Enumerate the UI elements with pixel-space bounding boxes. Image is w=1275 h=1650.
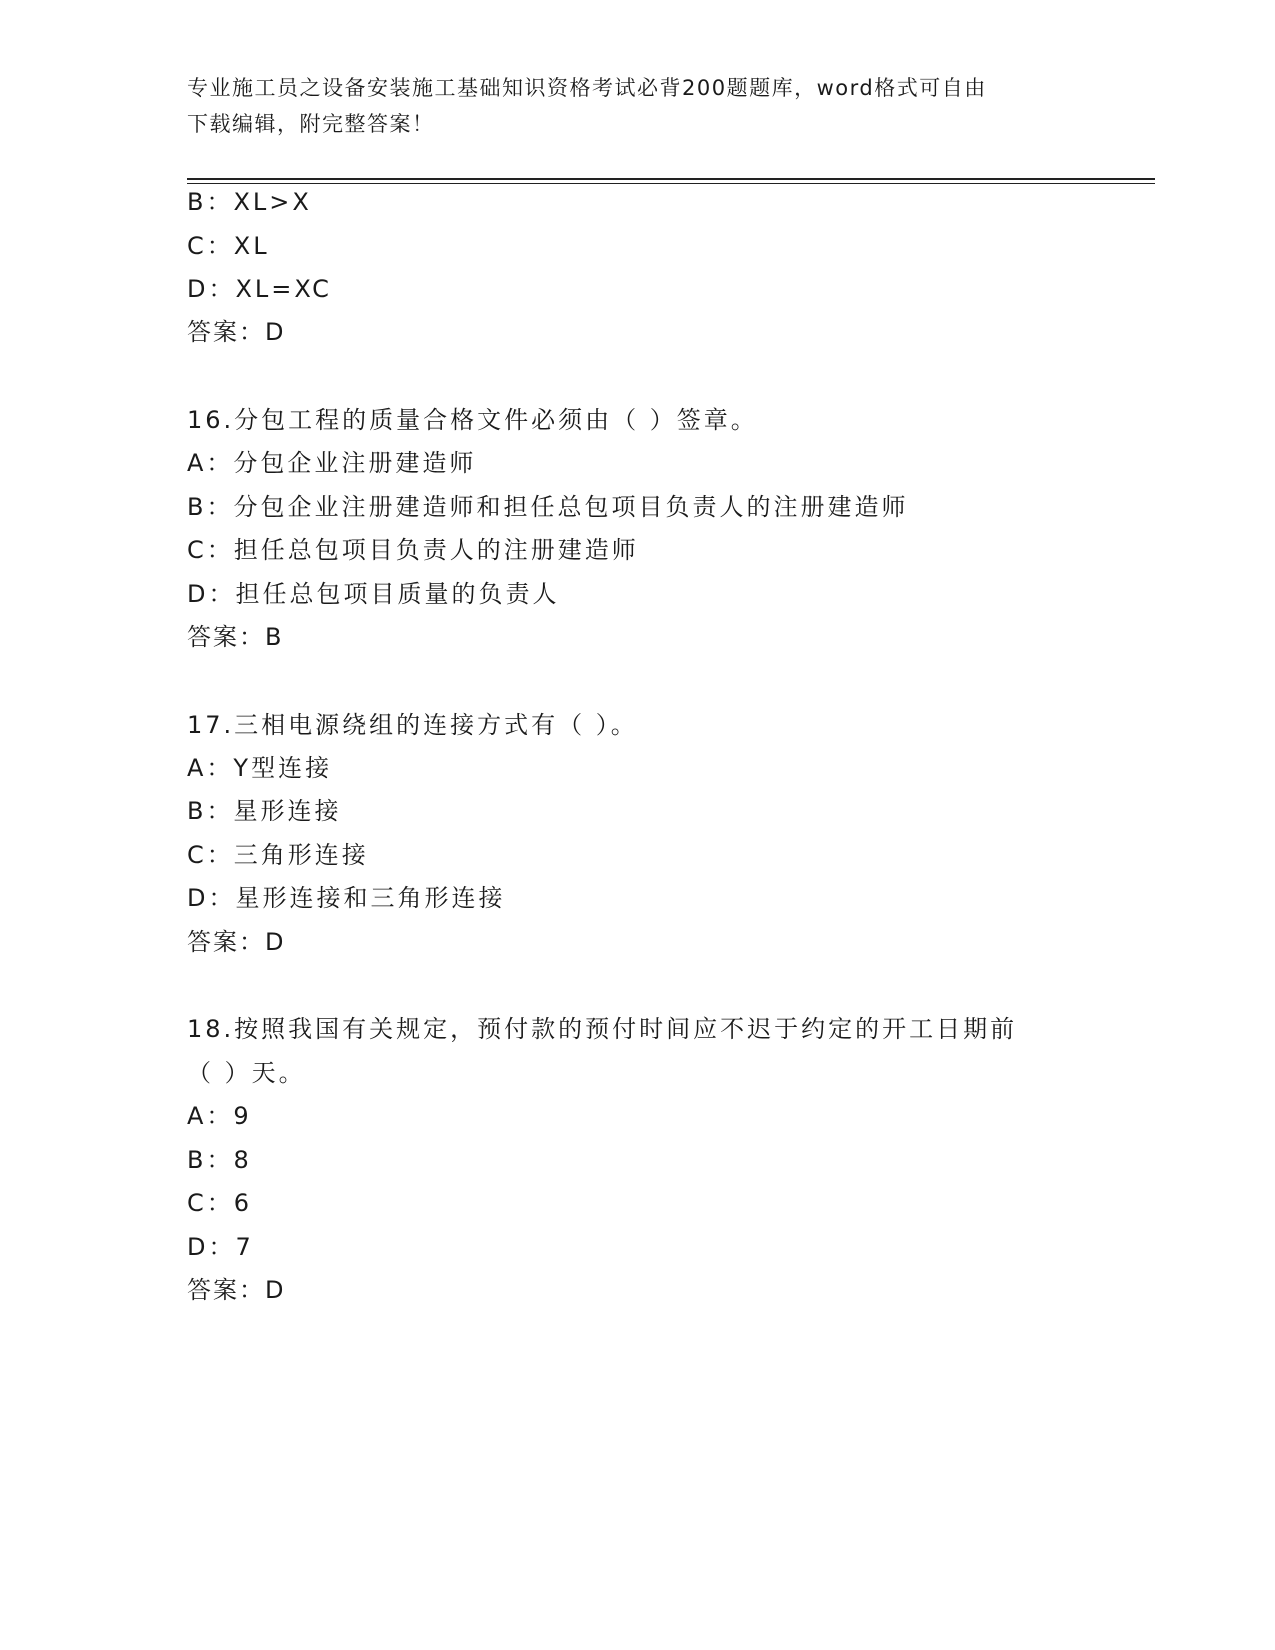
q17-option-d: D：星形连接和三角形连接: [187, 884, 506, 912]
q15-option-c: C：XL: [187, 232, 270, 260]
q18-option-c: C：6: [187, 1189, 253, 1217]
q16-option-d: D：担任总包项目质量的负责人: [187, 580, 560, 608]
q17-option-c: C：三角形连接: [187, 841, 369, 869]
header-title-line-1: 专业施工员之设备安装施工基础知识资格考试必背200题题库，word格式可自由: [187, 76, 987, 100]
q17-option-b: B：星形连接: [187, 797, 342, 825]
q18-option-a: A：9: [187, 1102, 252, 1130]
q17-answer: 答案：D: [187, 928, 286, 956]
q15-answer: 答案：D: [187, 318, 286, 346]
q16-answer: 答案：B: [187, 623, 284, 651]
q17-stem: 17.三相电源绕组的连接方式有（ ）。: [187, 711, 638, 739]
q18-option-d: D：7: [187, 1233, 254, 1261]
q17-option-a: A：Y型连接: [187, 754, 333, 782]
q15-option-b: B：XL>X: [187, 188, 312, 216]
q18-stem-line-1: 18.按照我国有关规定，预付款的预付时间应不迟于约定的开工日期前: [187, 1015, 1018, 1043]
q18-stem-line-2: （ ）天。: [187, 1059, 306, 1087]
q16-option-b: B：分包企业注册建造师和担任总包项目负责人的注册建造师: [187, 493, 909, 521]
q18-option-b: B：8: [187, 1146, 252, 1174]
header-title-line-2: 下载编辑，附完整答案！: [187, 112, 435, 136]
q15-option-d: D：XL=XC: [187, 275, 332, 303]
q18-answer: 答案：D: [187, 1276, 286, 1304]
document-header: [187, 70, 1067, 142]
header-divider: [187, 178, 1155, 184]
q16-stem: 16.分包工程的质量合格文件必须由（ ）签章。: [187, 406, 758, 434]
q16-option-c: C：担任总包项目负责人的注册建造师: [187, 536, 639, 564]
q16-option-a: A：分包企业注册建造师: [187, 449, 477, 477]
